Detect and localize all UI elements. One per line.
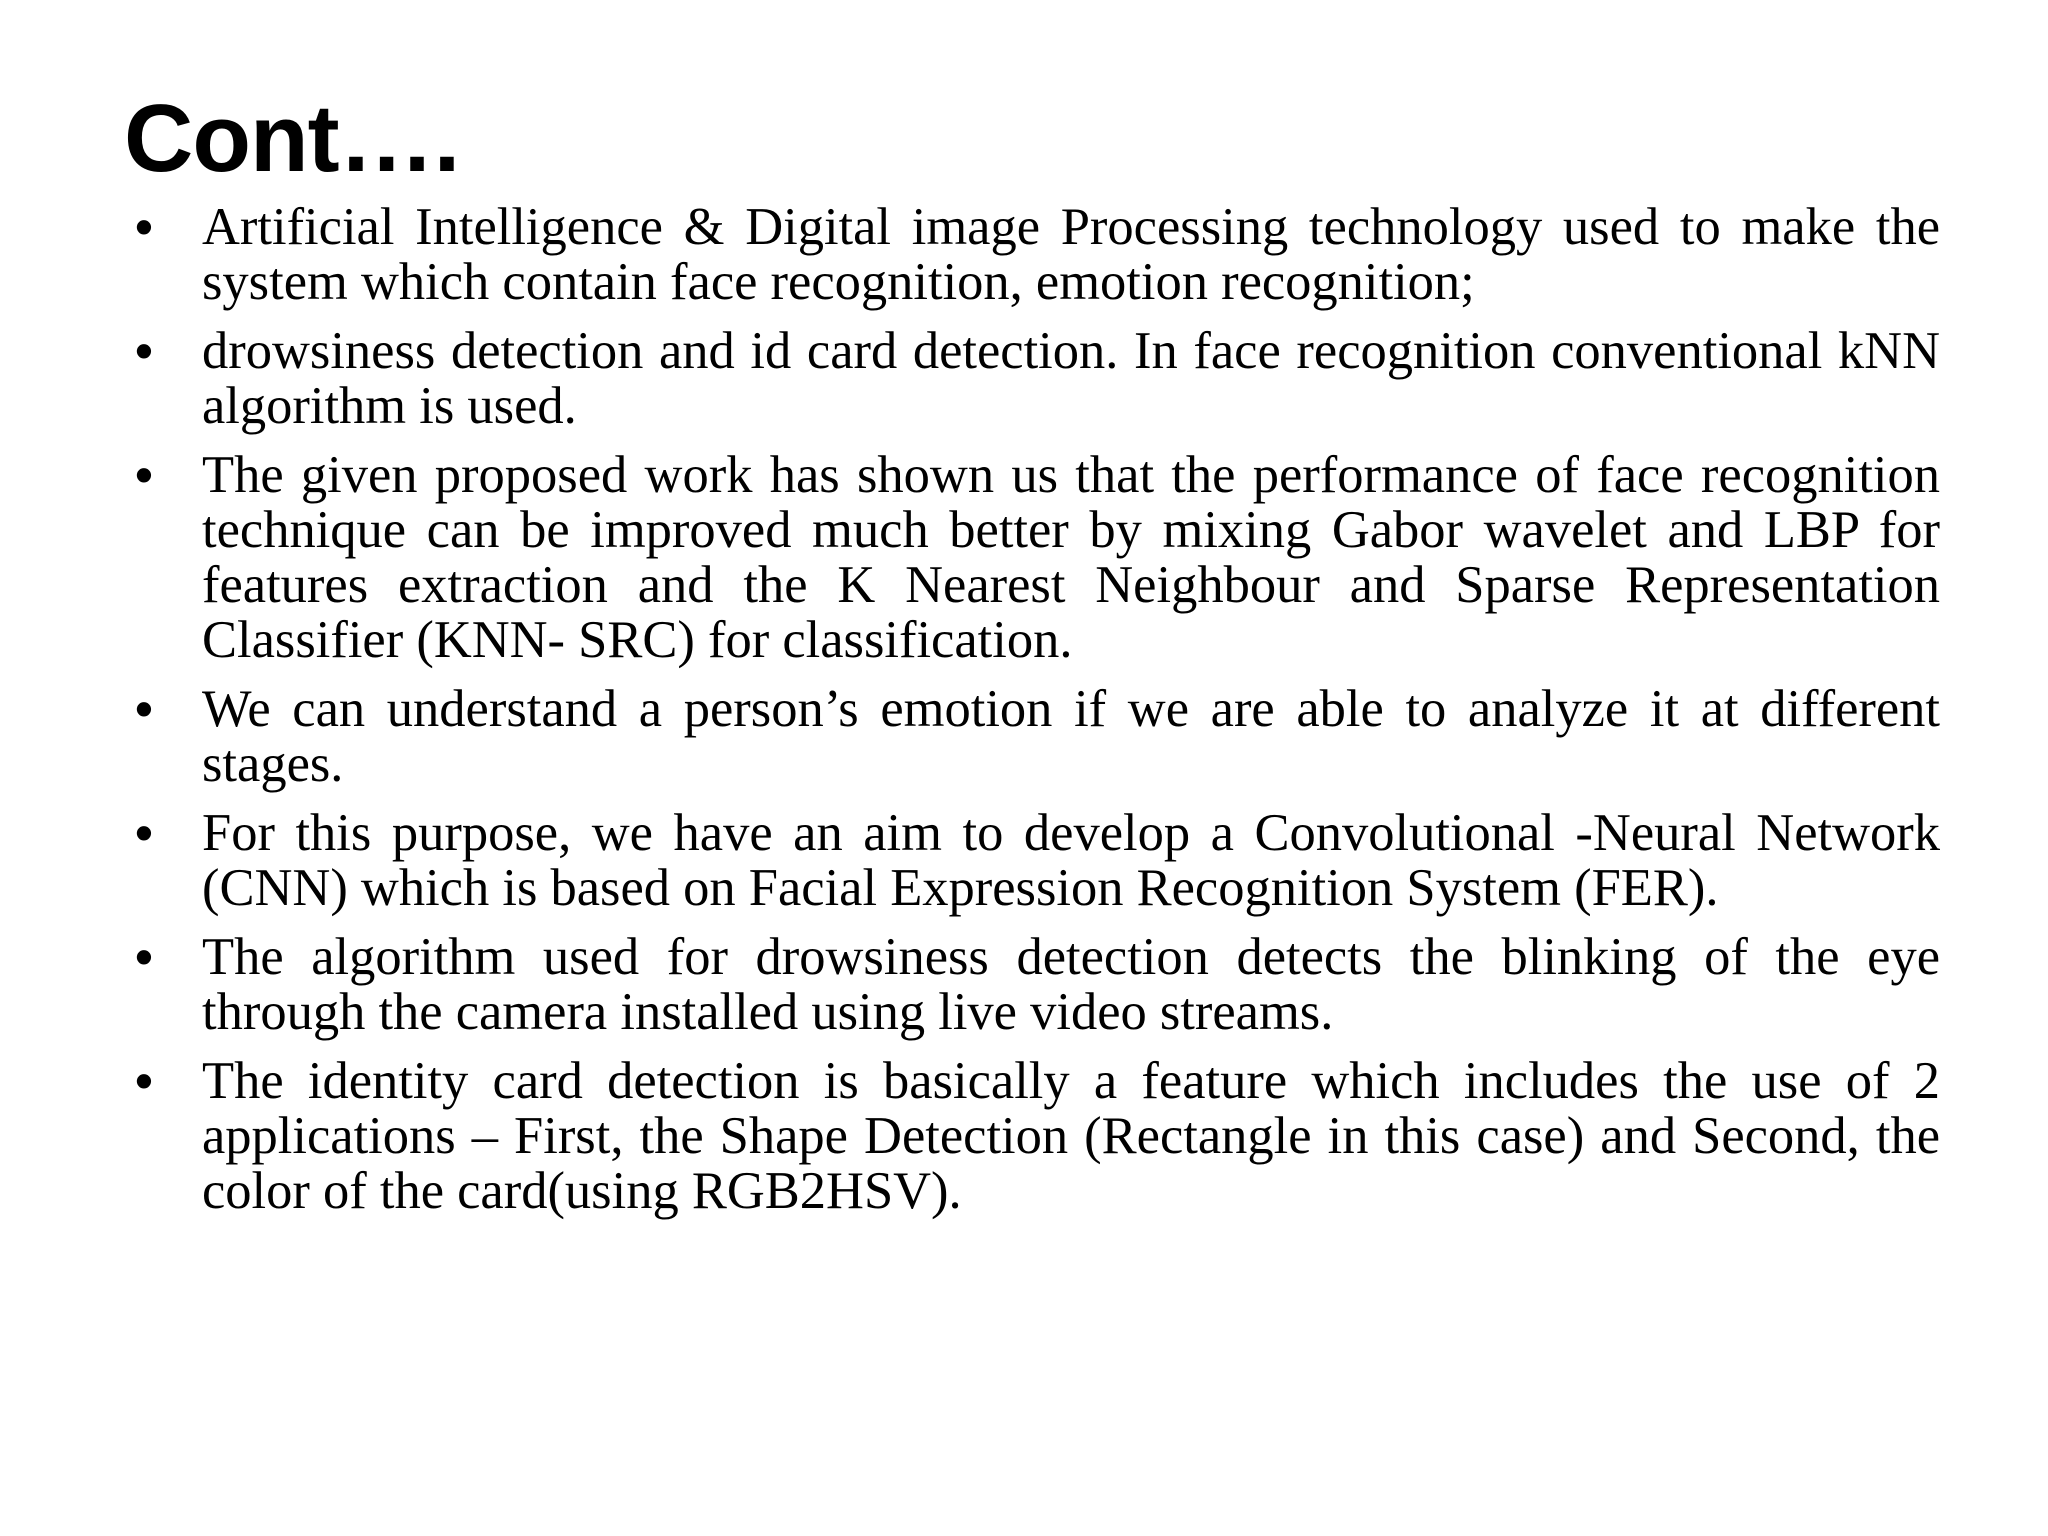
list-item [124,682,1940,792]
list-item [124,806,1940,916]
bullet-text: The given proposed work has shown us that the performance of face recognition technique can be improved much better by mixing Gabor wavelet and LBP for features extraction and the K Nearest Neighbour and Sparse Representation Classifier (KNN- SRC) for classification. [202,446,1940,669]
bullet-icon: • [134,1052,154,1111]
bullet-text: Artificial Intelligence & Digital image Processing technology used to make the system which contain face recognition, emotion recognition; [202,198,1940,311]
bullet-icon: • [134,928,154,987]
list-item [124,448,1940,668]
bullet-icon: • [134,680,154,739]
list-item [124,930,1940,1040]
list-item [124,324,1940,434]
bullet-text: For this purpose, we have an aim to develop a Convolutional -Neural Network (CNN) which is based on Facial Expression Recognition System (FER). [202,804,1940,917]
slide-title: Cont…. [124,85,460,192]
list-item [124,1054,1940,1219]
bullet-text: drowsiness detection and id card detection. In face recognition conventional kNN algorithm is used. [202,322,1940,435]
bullet-list [124,200,1940,1233]
bullet-icon: • [134,804,154,863]
bullet-icon: • [134,198,154,257]
bullet-text: The identity card detection is basically a feature which includes the use of 2 applications – First, the Shape Detection (Rectangle in this case) and Second, the color of the card(using RGB2HSV). [202,1052,1940,1220]
bullet-text: We can understand a person’s emotion if we are able to analyze it at different stages. [202,680,1940,793]
bullet-text: The algorithm used for drowsiness detection detects the blinking of the eye through the camera installed using live video streams. [202,928,1940,1041]
bullet-icon: • [134,446,154,505]
bullet-icon: • [134,322,154,381]
list-item [124,200,1940,310]
